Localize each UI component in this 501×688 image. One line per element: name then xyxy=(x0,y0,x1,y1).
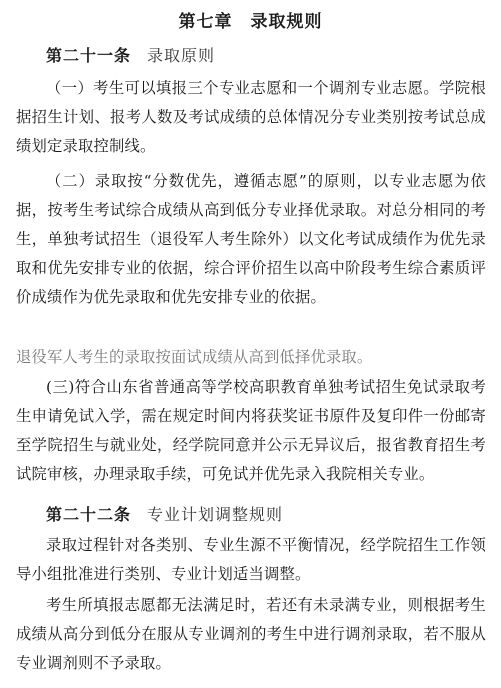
article-21-item-3: (三)符合山东省普通高等学校高职教育单独考试招生免试录取考生申请免试入学，需在规定时间内将获奖证书原件及复印件一份邮寄至学院招生与就业处，经学院同意并公示无异议后，报省教育招生考试院审核，办理录取手续，可免试并优先录入我院相关专业。 xyxy=(16,378,486,483)
article-22-heading xyxy=(46,503,283,527)
article-21-name: 录取原则 xyxy=(147,46,216,65)
article-21-heading xyxy=(46,44,215,68)
article-22-para-2: 考生所填报志愿都无法满足时，若还有未录满专业，则根据考生成绩从高分到低分在服从专业调剂的考生中进行调剂录取，若不服从专业调剂则不予录取。 xyxy=(16,596,486,672)
article-22-number: 第二十二条 xyxy=(46,505,132,524)
article-22-name: 专业计划调整规则 xyxy=(147,505,284,524)
article-22-para-1: 录取过程针对各类别、专业生源不平衡情况，经学院招生工作领导小组批准进行类别、专业计划适当调整。 xyxy=(16,536,486,583)
chapter-title: 第七章 录取规则 xyxy=(178,12,323,32)
article-21-item-1: （一）考生可以填报三个专业志愿和一个调剂专业志愿。学院根据招生计划、报考人数及考试成绩的总体情况分专业类别按考试总成绩划定录取控制线。 xyxy=(16,79,486,155)
article-21-number: 第二十一条 xyxy=(46,46,132,65)
article-21-item-2: （二）录取按“分数优先，遵循志愿”的原则，以专业志愿为依据，按考生考试综合成绩从高到低分专业择优录取。对总分相同的考生，单独考试招生（退役军人考生除外）以文化考试成绩作为优先录取和优先安排专业的依据，综合评价招生以高中阶段考生综合素质评价成绩作为优先录取和优先安排专业的依据。 xyxy=(16,172,486,306)
article-21-item-2-note: 退役军人考生的录取按面试成绩从高到低择优录取。 xyxy=(16,348,373,366)
